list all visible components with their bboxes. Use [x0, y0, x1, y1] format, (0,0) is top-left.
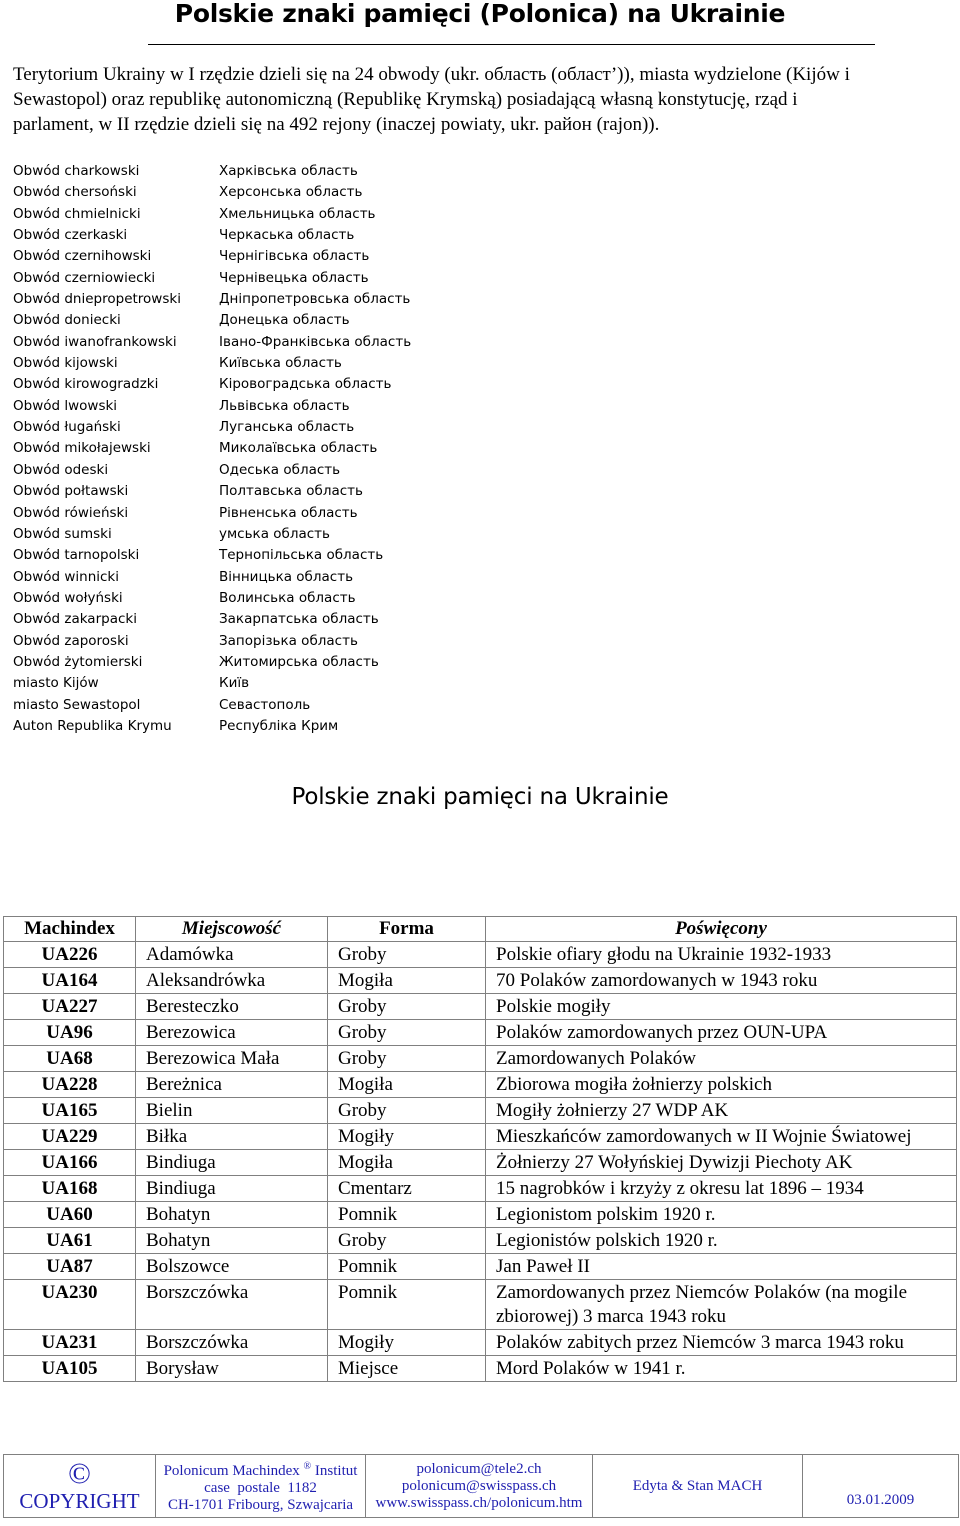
machindex-cell: UA87	[4, 1254, 136, 1280]
table-row	[4, 1330, 957, 1356]
place-cell: Berezowica Mała	[136, 1046, 328, 1072]
oblast-polish-name: Obwód ługański	[13, 419, 121, 436]
form-cell: Pomnik	[328, 1202, 486, 1228]
table-row	[4, 1202, 957, 1228]
footer	[3, 1454, 959, 1518]
form-cell: Mogiła	[328, 1150, 486, 1176]
form-cell: Cmentarz	[328, 1176, 486, 1202]
oblast-row	[13, 225, 411, 246]
place-cell: Bohatyn	[136, 1202, 328, 1228]
oblast-row	[13, 588, 411, 609]
oblast-row	[13, 673, 411, 694]
machindex-cell: UA96	[4, 1020, 136, 1046]
oblast-polish-name: Obwód wołyński	[13, 589, 123, 606]
place-cell: Adamówka	[136, 942, 328, 968]
oblast-polish-name: Obwód mikołajewski	[13, 440, 151, 457]
oblast-ukrainian-name: Тернопільська область	[219, 547, 384, 564]
oblast-row	[13, 289, 411, 310]
table-row	[4, 1356, 957, 1382]
oblast-polish-name: Obwód zaporoski	[13, 632, 129, 649]
authors: Edyta & Stan MACH	[632, 1477, 763, 1494]
oblast-row	[13, 161, 411, 182]
oblast-ukrainian-name: Донецька область	[219, 312, 350, 329]
section-title: Polskie znaki pamięci na Ukrainie	[291, 784, 669, 810]
oblast-row	[13, 481, 411, 502]
form-cell: Groby	[328, 994, 486, 1020]
machindex-cell: UA105	[4, 1356, 136, 1382]
form-cell: Groby	[328, 1046, 486, 1072]
postal-city: CH-1701 Fribourg, Szwajcaria	[167, 1497, 354, 1513]
oblast-ukrainian-name: Черкаська область	[219, 227, 355, 244]
machindex-cell: UA165	[4, 1098, 136, 1124]
header-miejscowosc: Miejscowość	[136, 917, 328, 942]
oblast-row	[13, 246, 411, 267]
dedication-cell: Legionistów polskich 1920 r.	[486, 1228, 957, 1254]
table-row	[4, 994, 957, 1020]
email-link-2[interactable]: polonicum@swisspass.ch	[401, 1477, 557, 1494]
machindex-cell: UA231	[4, 1330, 136, 1356]
intro-line: Terytorium Ukrainy w I rzędzie dzieli się na 24 obwody (ukr. область (oбласт’)), miasta wydzielone (Kijów i	[13, 64, 850, 85]
oblast-polish-name: Obwód kijowski	[13, 355, 118, 372]
institute-cell	[156, 1455, 366, 1518]
machindex-cell: UA164	[4, 968, 136, 994]
oblast-row	[13, 652, 411, 673]
form-cell: Groby	[328, 942, 486, 968]
oblast-polish-name: miasto Sewastopol	[13, 696, 141, 713]
oblast-polish-name: Obwód lwowski	[13, 397, 118, 414]
website-link[interactable]: www.swisspass.ch/polonicum.htm	[375, 1494, 583, 1511]
institute-name: Polonicum Machindex	[163, 1463, 300, 1479]
registered-icon: ®	[303, 1461, 312, 1472]
oblast-ukrainian-name: Чернівецька область	[219, 269, 369, 286]
dedication-cell: Polskie mogiły	[486, 994, 957, 1020]
form-cell: Mogiły	[328, 1330, 486, 1356]
date-cell	[803, 1455, 959, 1518]
dedication-cell: Mord Polaków w 1941 r.	[486, 1356, 957, 1382]
title-underline	[148, 44, 875, 45]
copyright-label: COPYRIGHT	[19, 1489, 140, 1513]
header-poswiecony: Poświęcony	[486, 917, 957, 942]
table-row	[4, 1098, 957, 1124]
oblast-polish-name: miasto Kijów	[13, 675, 99, 692]
machindex-cell: UA228	[4, 1072, 136, 1098]
oblast-ukrainian-name: Хмельницька область	[219, 205, 376, 222]
oblast-ukrainian-name: Дніпропетровська область	[219, 291, 411, 308]
dedication-cell: Polaków zabitych przez Niemców 3 marca 1943 roku	[486, 1330, 957, 1356]
oblast-row	[13, 353, 411, 374]
place-cell: Bolszowce	[136, 1254, 328, 1280]
machindex-cell: UA168	[4, 1176, 136, 1202]
dedication-cell: Legionistom polskim 1920 r.	[486, 1202, 957, 1228]
oblast-ukrainian-name: Волинська область	[219, 589, 356, 606]
oblast-polish-name: Obwód rówieński	[13, 504, 129, 521]
table-row	[4, 968, 957, 994]
oblast-ukrainian-name: Одеська область	[219, 461, 341, 478]
machindex-cell: UA60	[4, 1202, 136, 1228]
oblast-polish-name: Obwód charkowski	[13, 163, 140, 179]
oblast-row	[13, 609, 411, 630]
oblast-row	[13, 460, 411, 481]
intro-paragraph	[13, 62, 948, 137]
document-date: 03.01.2009	[846, 1491, 915, 1508]
table-row	[4, 1280, 957, 1330]
oblast-polish-name: Obwód sumski	[13, 525, 112, 542]
place-cell: Borysław	[136, 1356, 328, 1382]
oblast-row	[13, 182, 411, 203]
table-row	[4, 1124, 957, 1150]
dedication-cell: Polskie ofiary głodu na Ukrainie 1932-1933	[486, 942, 957, 968]
oblast-row	[13, 695, 411, 716]
form-cell: Miejsce	[328, 1356, 486, 1382]
table-row	[4, 1254, 957, 1280]
dedication-cell: 15 nagrobków i krzyży z okresu lat 1896 – 1934	[486, 1176, 957, 1202]
place-cell: Aleksandrówka	[136, 968, 328, 994]
dedication-cell: Mogiły żołnierzy 27 WDP AK	[486, 1098, 957, 1124]
oblast-ukrainian-name: Київ	[219, 675, 250, 692]
page-title: Polskie znaki pamięci (Polonica) na Ukrainie	[174, 0, 786, 28]
place-cell: Bohatyn	[136, 1228, 328, 1254]
oblast-ukrainian-name: Миколаївська область	[219, 440, 378, 457]
header-machindex: Machindex	[4, 917, 136, 942]
oblast-polish-name: Obwód czernihowski	[13, 248, 152, 265]
place-cell: Berezowica	[136, 1020, 328, 1046]
form-cell: Pomnik	[328, 1280, 486, 1330]
form-cell: Pomnik	[328, 1254, 486, 1280]
oblast-polish-name: Obwód doniecki	[13, 312, 121, 329]
oblast-polish-name: Obwód chmielnicki	[13, 205, 141, 222]
oblast-row	[13, 268, 411, 289]
oblast-ukrainian-name: Запорізька область	[219, 632, 358, 649]
polonica-table	[3, 916, 957, 1382]
dedication-cell: Zbiorowa mogiła żołnierzy polskich	[486, 1072, 957, 1098]
oblast-row	[13, 631, 411, 652]
oblast-ukrainian-name: Чернігівська область	[219, 248, 370, 265]
oblast-ukrainian-name: Вінницька область	[219, 568, 354, 585]
table-row	[4, 1020, 957, 1046]
oblast-ukrainian-name: Рівненська область	[219, 504, 358, 521]
oblast-ukrainian-name: Львівська область	[219, 397, 350, 414]
oblast-row	[13, 204, 411, 225]
oblast-polish-name: Obwód kirowogradzki	[13, 376, 159, 393]
copyright-icon: ©	[68, 1457, 91, 1490]
table-header-row	[4, 917, 957, 942]
dedication-cell: Zamordowanych Polaków	[486, 1046, 957, 1072]
form-cell: Groby	[328, 1020, 486, 1046]
oblast-polish-name: Obwód czerkaski	[13, 227, 128, 244]
oblast-polish-name: Obwód chersoński	[13, 184, 137, 201]
dedication-cell: Jan Paweł II	[486, 1254, 957, 1280]
table-row	[4, 1072, 957, 1098]
oblast-polish-name: Obwód połtawski	[13, 483, 129, 500]
oblast-row	[13, 503, 411, 524]
oblast-polish-name: Obwód zakarpacki	[13, 611, 137, 628]
dedication-cell: Polaków zamordowanych przez OUN-UPA	[486, 1020, 957, 1046]
oblast-ukrainian-name: Житомирська область	[219, 653, 379, 670]
dedication-cell: Zamordowanych przez Niemców Polaków (na mogile zbiorowej) 3 marca 1943 roku	[486, 1280, 957, 1330]
oblast-row	[13, 524, 411, 545]
machindex-cell: UA166	[4, 1150, 136, 1176]
oblast-polish-name: Obwód winnicki	[13, 568, 120, 585]
form-cell: Mogiła	[328, 1072, 486, 1098]
machindex-cell: UA226	[4, 942, 136, 968]
email-link-1[interactable]: polonicum@tele2.ch	[416, 1460, 542, 1477]
oblast-list	[13, 161, 411, 737]
oblast-row	[13, 716, 411, 737]
intro-line: Sewastopol) oraz republikę autonomiczną (Republikę Krymską) posiadającą własną konstytucję, rząd i	[13, 89, 798, 110]
form-cell: Groby	[328, 1228, 486, 1254]
table-row	[4, 1150, 957, 1176]
place-cell: Bielin	[136, 1098, 328, 1124]
oblast-ukrainian-name: Херсонська область	[219, 184, 363, 201]
oblast-polish-name: Obwód tarnopolski	[13, 547, 140, 564]
place-cell: Bindiuga	[136, 1176, 328, 1202]
header-forma: Forma	[328, 917, 486, 942]
oblast-ukrainian-name: Республіка Крим	[219, 717, 339, 734]
place-cell: Biłka	[136, 1124, 328, 1150]
oblast-polish-name: Obwód iwanofrankowski	[13, 333, 177, 350]
place-cell: Beresteczko	[136, 994, 328, 1020]
place-cell: Bindiuga	[136, 1150, 328, 1176]
oblast-ukrainian-name: умська область	[219, 525, 330, 542]
oblast-ukrainian-name: Луганська область	[219, 419, 355, 436]
machindex-cell: UA229	[4, 1124, 136, 1150]
oblast-ukrainian-name: Полтавська область	[219, 483, 363, 500]
oblast-polish-name: Obwód dniepropetrowski	[13, 291, 181, 308]
oblast-row	[13, 310, 411, 331]
authors-cell	[593, 1455, 803, 1518]
machindex-cell: UA68	[4, 1046, 136, 1072]
postal-box: case postale 1182	[204, 1480, 317, 1496]
form-cell: Groby	[328, 1098, 486, 1124]
dedication-cell: Żołnierzy 27 Wołyńskiej Dywizji Piechoty AK	[486, 1150, 957, 1176]
oblast-row	[13, 374, 411, 395]
table-row	[4, 1228, 957, 1254]
institute-word: Institut	[314, 1463, 358, 1479]
form-cell: Mogiły	[328, 1124, 486, 1150]
oblast-polish-name: Auton Republika Krymu	[13, 717, 172, 734]
machindex-cell: UA227	[4, 994, 136, 1020]
oblast-row	[13, 567, 411, 588]
oblast-polish-name: Obwód żytomierski	[13, 653, 143, 670]
table-row	[4, 942, 957, 968]
table-row	[4, 1176, 957, 1202]
oblast-ukrainian-name: Закарпатська область	[219, 611, 379, 628]
oblast-ukrainian-name: Севастополь	[219, 696, 311, 713]
oblast-polish-name: Obwód odeski	[13, 461, 109, 478]
oblast-ukrainian-name: Івано-Франківська область	[219, 333, 412, 350]
oblast-row	[13, 417, 411, 438]
place-cell: Bereżnica	[136, 1072, 328, 1098]
table-row	[4, 1046, 957, 1072]
oblast-row	[13, 545, 411, 566]
copyright-cell	[4, 1455, 156, 1518]
oblast-row	[13, 396, 411, 417]
dedication-cell: 70 Polaków zamordowanych w 1943 roku	[486, 968, 957, 994]
place-cell: Borszczówka	[136, 1280, 328, 1330]
oblast-ukrainian-name: Київська область	[219, 355, 342, 372]
machindex-cell: UA61	[4, 1228, 136, 1254]
form-cell: Mogiła	[328, 968, 486, 994]
oblast-polish-name: Obwód czerniowiecki	[13, 269, 156, 286]
oblast-row	[13, 438, 411, 459]
oblast-row	[13, 332, 411, 353]
contact-cell	[366, 1455, 593, 1518]
dedication-cell: Mieszkańców zamordowanych w II Wojnie Światowej	[486, 1124, 957, 1150]
oblast-ukrainian-name: Харківська область	[219, 163, 358, 179]
intro-line: parlament, w II rzędzie dzieli się na 492 rejony (inaczej powiaty, ukr. район (rajon)).	[13, 114, 660, 135]
machindex-cell: UA230	[4, 1280, 136, 1330]
oblast-ukrainian-name: Кіровоградська область	[219, 376, 392, 393]
place-cell: Borszczówka	[136, 1330, 328, 1356]
